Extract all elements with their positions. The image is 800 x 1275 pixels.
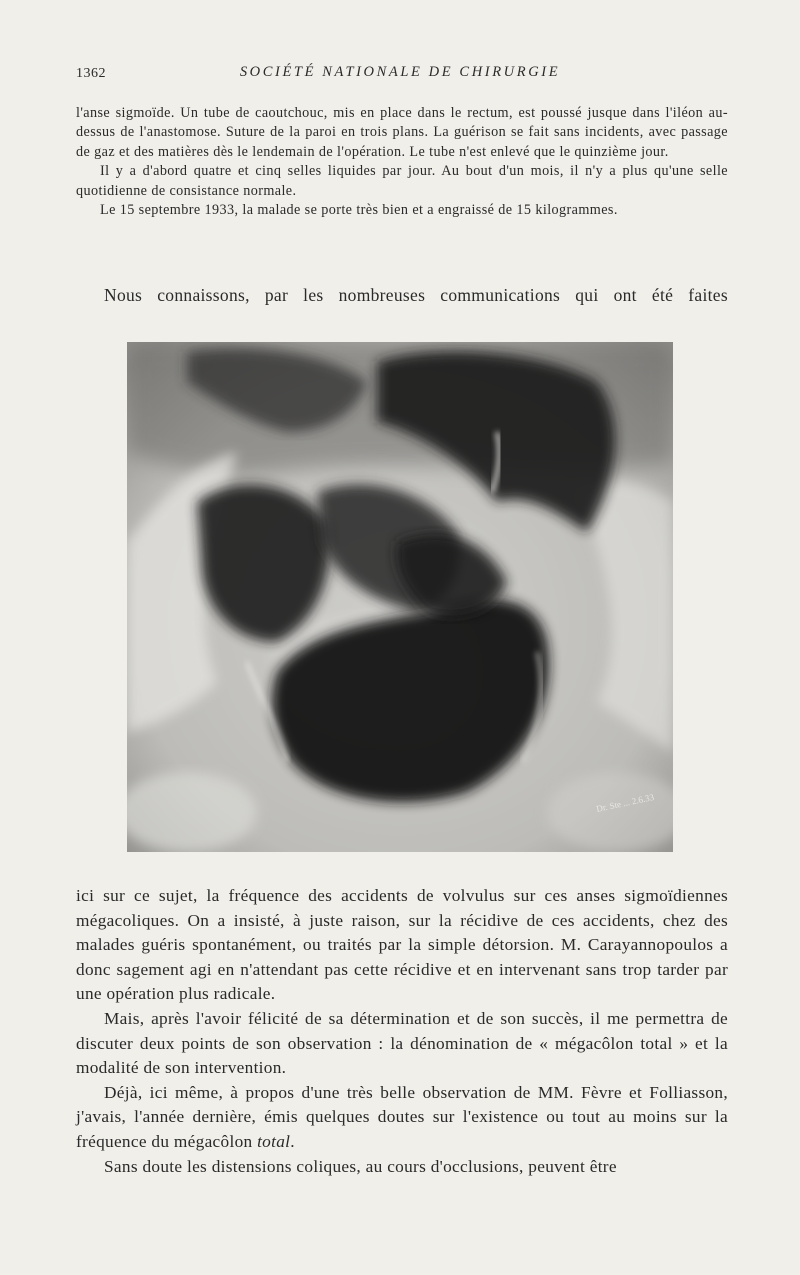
paragraph: Il y a d'abord quatre et cinq selles liquides par jour. Au bout d'un mois, il n'y a plus qu'une selle quotidienne de consistance normale. — [76, 163, 728, 199]
radiograph-image — [127, 342, 673, 852]
case-report-text — [76, 104, 728, 220]
paragraph: Mais, après l'avoir félicité de sa détermination et de son succès, il me permettra de discuter deux points de son observation : la dénomination de « mégacôlon total » et la modalité de son intervention. — [76, 1008, 728, 1078]
paragraph: l'anse sigmoïde. Un tube de caoutchouc, mis en place dans le rectum, est poussé jusque dans l'iléon au-dessus de l'anastomose. Suture de la paroi en trois plans. La guérison se fait sans incidents, avec passage de gaz et des matières dès le lendemain de l'opération. Le tube n'est enlevé que le quinzième jour. — [76, 105, 728, 160]
emphasis: total — [257, 1131, 291, 1151]
main-text — [76, 884, 728, 1179]
radiograph-figure — [127, 342, 673, 852]
text-run: Déjà, ici même, à propos d'une très belle observation de MM. Fèvre et Folliasson, j'avais, l'année dernière, émis quelques doutes sur l'existence ou tout au moins sur la fréquence du mégacôlon — [76, 1082, 728, 1151]
paragraph: Le 15 septembre 1933, la malade se porte très bien et a engraissé de 15 kilogrammes. — [100, 202, 618, 219]
text-run: . — [290, 1131, 295, 1151]
paragraph: Sans doute les distensions coliques, au cours d'occlusions, peuvent être — [104, 1156, 617, 1176]
lead-line: Nous connaissons, par les nombreuses communications qui ont été faites — [104, 285, 728, 305]
running-head: SOCIÉTÉ NATIONALE DE CHIRURGIE — [239, 64, 561, 80]
paragraph — [76, 1081, 728, 1155]
corner-inscription: Dr. Ste ... 2.6.33 — [595, 791, 655, 814]
paragraph: ici sur ce sujet, la fréquence des accidents de volvulus sur ces anses sigmoïdiennes mégacoliques. On a insisté, à juste raison, sur la récidive de ces accidents, chez des malades guéris spontanément, ou traités par la simple détorsion. M. Carayannopoulos a donc sagement agi en n'attendant pas cette récidive et en intervenant sans trop tarder par une opération plus radicale. — [76, 886, 728, 1004]
page-number: 1362 — [76, 66, 106, 81]
